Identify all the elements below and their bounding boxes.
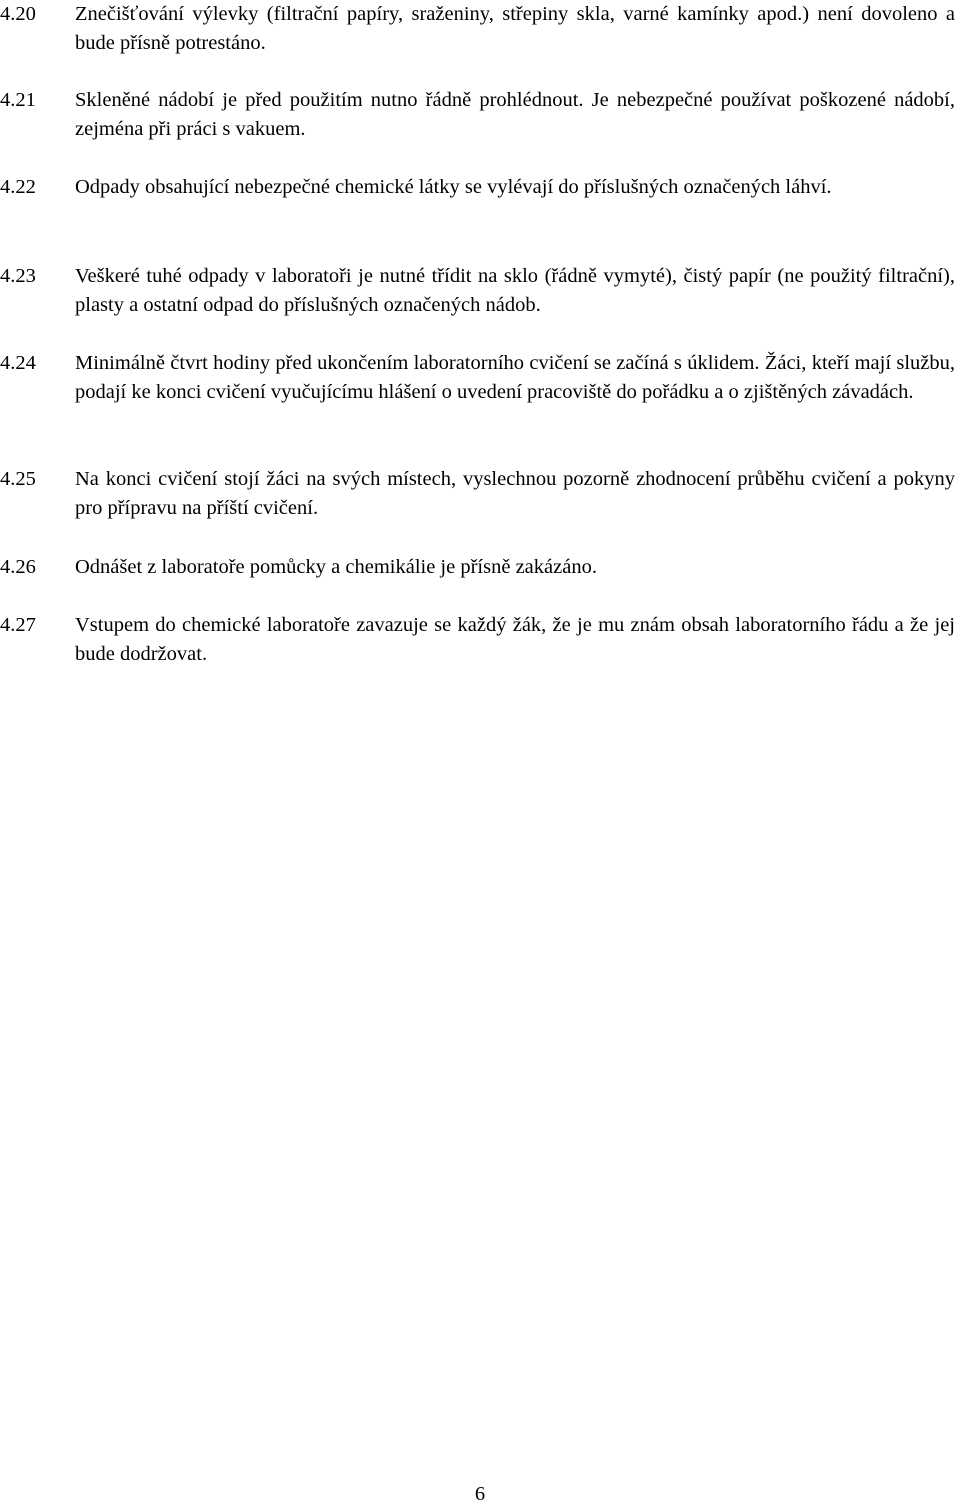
rule-text: Odnášet z laboratoře pomůcky a chemikálie je přísně zakázáno. [75, 556, 597, 578]
rule-number: 4.24 [0, 352, 36, 374]
rule-number: 4.26 [0, 556, 36, 578]
rule-text: Odpady obsahující nebezpečné chemické látky se vylévají do příslušných označených láhví. [75, 176, 832, 198]
rule-text: Znečišťování výlevky (filtrační papíry, sraženiny, střepiny skla, varné kamínky apod.) není dovoleno a bude přísně potrestáno. [75, 3, 955, 54]
rule-item [0, 611, 955, 669]
rule-text: Na konci cvičení stojí žáci na svých místech, vyslechnou pozorně zhodnocení průběhu cvičení a pokyny pro přípravu na příští cvičení. [75, 468, 955, 519]
rule-number: 4.21 [0, 89, 36, 111]
rule-item [0, 553, 955, 582]
rule-item [0, 86, 955, 144]
rule-text: Minimálně čtvrt hodiny před ukončením laboratorního cvičení se začíná s úklidem. Žáci, kteří mají službu, podají ke konci cvičení vyučujícímu hlášení o uvedení pracoviště do pořádku a o zjištěných závadách. [75, 352, 955, 403]
rule-text: Skleněné nádobí je před použitím nutno řádně prohlédnout. Je nebezpečné používat poškozené nádobí, zejména při práci s vakuem. [75, 89, 955, 140]
rule-item [0, 0, 955, 58]
rule-item [0, 465, 955, 523]
rule-text: Veškeré tuhé odpady v laboratoři je nutné třídit na sklo (řádně vymyté), čistý papír (ne použitý filtrační), plasty a ostatní odpad do příslušných označených nádob. [75, 265, 955, 316]
rule-number: 4.27 [0, 614, 36, 636]
page-number: 6 [474, 1483, 486, 1505]
rule-text: Vstupem do chemické laboratoře zavazuje se každý žák, že je mu znám obsah laboratorního řádu a že jej bude dodržovat. [75, 614, 955, 665]
rule-number: 4.25 [0, 468, 36, 490]
rule-item [0, 349, 955, 407]
rule-number: 4.22 [0, 176, 36, 198]
rule-number: 4.20 [0, 3, 36, 25]
rule-item [0, 173, 955, 202]
rule-item [0, 262, 955, 320]
rule-number: 4.23 [0, 265, 36, 287]
